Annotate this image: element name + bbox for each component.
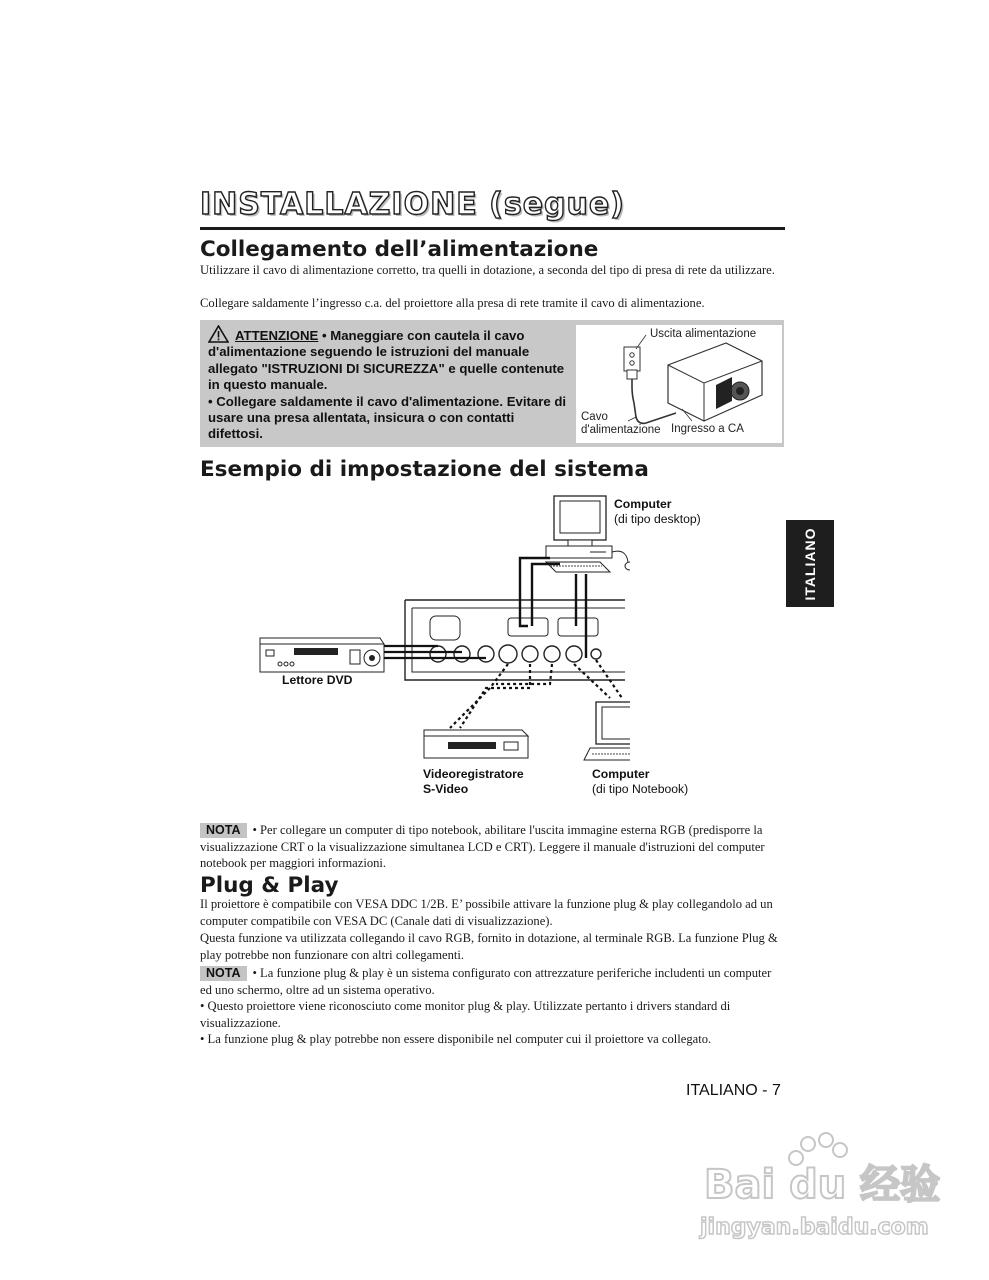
page-title: INSTALLAZIONE (segue) (200, 187, 625, 222)
dvd-label-title: Lettore DVD (282, 673, 353, 687)
desktop-label-sub: (di tipo desktop) (614, 512, 701, 526)
desktop-label (614, 497, 701, 527)
page-number: ITALIANO - 7 (686, 1082, 781, 1099)
nota-block-2 (200, 965, 785, 998)
notebook-label-sub: (di tipo Notebook) (592, 782, 689, 796)
cable-label-line-1: Cavo (581, 411, 608, 423)
desktop-label-title: Computer (614, 497, 672, 511)
baidu-paw-logo (690, 1130, 950, 1250)
warning-text-1: • Maneggiare con cautela il cavo d'alimentazione seguendo le istruzioni del manuale allegato "ISTRUZIONI DI SICUREZZA" e quelle contenute in questo manuale. (208, 328, 565, 393)
warning-text (208, 325, 572, 443)
dvd-player-icon (260, 638, 384, 672)
system-connection-diagram (250, 488, 630, 764)
nota-text-3: • La funzione plug & play potrebbe non essere disponibile nel computer cui il proiettore va collegato. (200, 1032, 712, 1046)
vcr-label-line-2: S-Video (423, 782, 469, 796)
power-paragraph-1: Utilizzare il cavo di alimentazione corretto, tra quelli in dotazione, a seconda del tipo di presa di rete da utilizzare. (200, 263, 775, 277)
plug-play-paragraph-2: Questa funzione va utilizzata collegando il cavo RGB, fornito in dotazione, al terminale RGB. La funzione Plug & play potrebbe non funzionare con altri collegamenti. (200, 931, 778, 962)
baidu-watermark (690, 1130, 950, 1250)
system-heading: Esempio di impostazione del sistema (200, 457, 649, 482)
title-rule (200, 227, 785, 230)
plug-play-paragraph-1: Il proiettore è compatibile con VESA DDC 1/2B. E’ possibile attivare la funzione plug & play collegandolo ad un computer compatibile con VESA DC (Canale dati di visualizzazione). (200, 897, 773, 928)
language-side-tab (786, 520, 834, 607)
plug-play-heading: Plug & Play (200, 873, 339, 898)
watermark-brand: Bai du 经验 (704, 1162, 941, 1208)
projector-rear-panel (405, 600, 625, 680)
power-heading: Collegamento dell’alimentazione (200, 237, 599, 262)
notebook-label-title: Computer (592, 767, 650, 781)
warning-triangle-icon (208, 325, 229, 343)
warning-line-1 (208, 328, 564, 392)
nota-badge: NOTA (200, 966, 247, 981)
warning-text-2: • Collegare saldamente il cavo d'alimentazione. Evitare di usare una presa allentata, insicura o con contatti difettosi. (208, 393, 567, 442)
side-tab-label: ITALIANO (802, 526, 818, 601)
nota-text: • Per collegare un computer di tipo notebook, abilitare l'uscita immagine esterna RGB (predisporre la visualizzazione CRT o la visualizzazione simultanea LCD e CRT). Leggere il manuale d'istruzioni del computer notebook per maggiori informazioni. (200, 823, 765, 871)
nota-block-1 (200, 822, 785, 872)
vcr-icon (424, 730, 528, 758)
notebook-label (592, 767, 688, 797)
nota-badge: NOTA (200, 823, 247, 838)
outlet-label: Uscita alimentazione (650, 328, 757, 340)
watermark-url: jingyan.baidu.com (700, 1215, 929, 1240)
dvd-label (282, 673, 352, 688)
warning-label: ATTENZIONE (235, 328, 319, 343)
cable-label-line-2: d'alimentazione (581, 424, 661, 436)
nota-text-1: • La funzione plug & play è un sistema configurato con attrezzature periferiche includenti un computer ed uno schermo, oltre ad un sistema operativo. (200, 966, 772, 997)
vcr-label (423, 767, 524, 797)
nota-text-2: • Questo proiettore viene riconosciuto come monitor plug & play. Utilizzate pertanto i drivers standard di visualizzazione. (200, 999, 731, 1030)
ac-input-label: Ingresso a CA (671, 423, 744, 435)
vcr-label-line-1: Videoregistratore (423, 767, 524, 781)
power-paragraph-2: Collegare saldamente l’ingresso c.a. del proiettore alla presa di rete tramite il cavo di alimentazione. (200, 296, 705, 310)
notebook-computer-icon (584, 702, 630, 760)
